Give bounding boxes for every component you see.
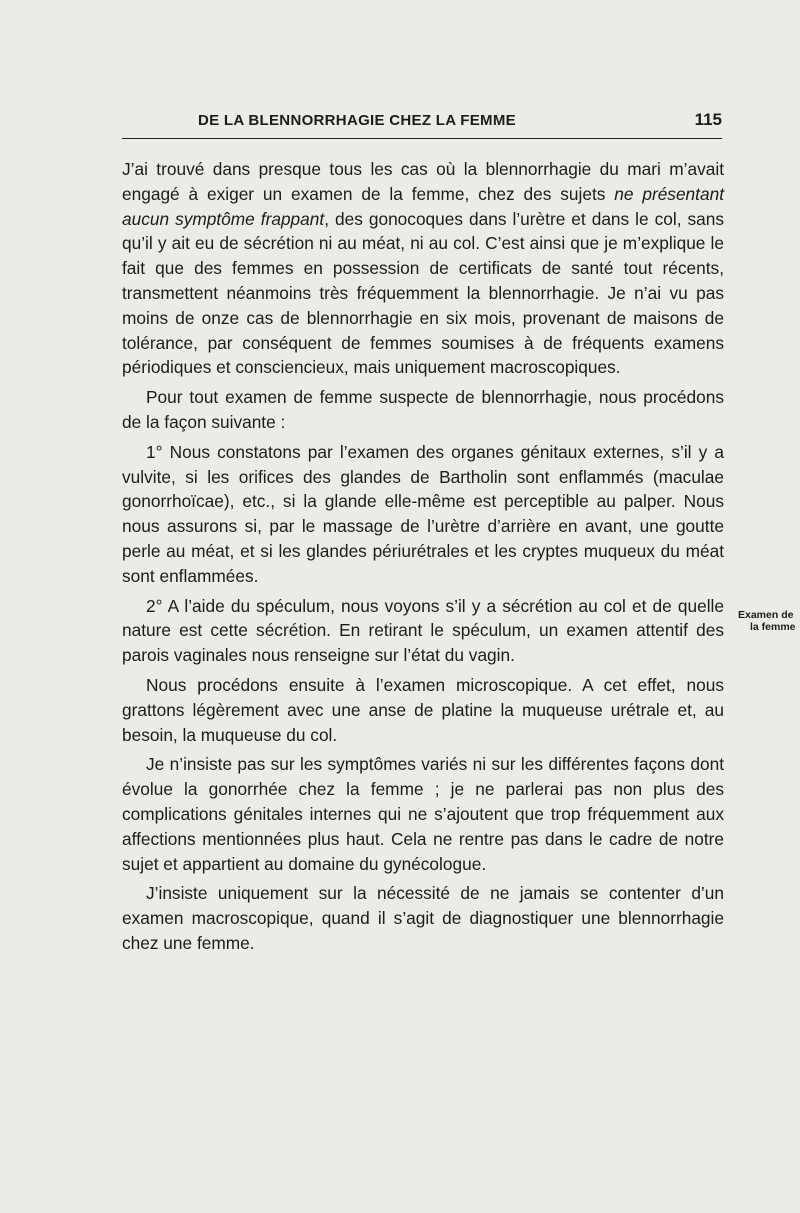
margin-note-line-2: la femme: [750, 621, 796, 633]
paragraph-7: J’insiste uniquement sur la nécessité de ne jamais se contenter d’un examen macroscopique, quand il s’agit de diagnostiquer une blennorrhagie chez une femme.: [122, 883, 724, 953]
running-title: DE LA BLENNORRHAGIE CHEZ LA FEMME: [198, 112, 516, 129]
page-number: 115: [694, 110, 722, 129]
paragraph-2: Pour tout examen de femme suspecte de blennorrhagie, nous procédons de la façon suivante :: [122, 387, 724, 432]
paragraph-6: Je n’insiste pas sur les symptômes variés ni sur les différentes façons dont évolue la gonorrhée chez la femme ; je ne parlerai pas non plus des complications génitales internes qui ne s’ajoutent que trop fréquemment aux affections mentionnées plus haut. Cela ne rentre pas dans le cadre de notre sujet et appartient au domaine du gynécologue.: [122, 754, 724, 874]
margin-note: [738, 609, 800, 633]
paragraph-1-end: , des gonocoques dans l’urètre et dans le col, sans qu’il y ait eu de sécrétion ni au méat, ni au col. C’est ainsi que je m’explique le fait que des femmes en possession de certificats de santé tout récents, transmettent néanmoins très fréquemment la blennorrhagie. Je n’ai vu pas moins de onze cas de blennorrhagie en six mois, provenant de maisons de tolérance, par conséquent de femmes soumises à de fréquents examens périodiques et consciencieux, mais uniquement macroscopiques.: [122, 208, 725, 378]
body-text: [122, 157, 724, 961]
paragraph-1-emphasis: ne présentant aucun symptôme frappant: [122, 183, 724, 229]
paragraph-5: Nous procédons ensuite à l’examen microscopique. A cet effet, nous grattons légèrement avec une anse de platine la muqueuse urétrale et, au besoin, la muqueuse du col.: [122, 674, 724, 745]
paragraph-1-start: J’ai trouvé dans presque tous les cas où la blennorrhagie du mari m’avait engagé à exiger un examen de la femme, chez des sujets: [122, 159, 724, 204]
paragraph-1: [122, 157, 724, 380]
header-rule: [122, 138, 722, 139]
running-head: [122, 108, 722, 132]
margin-note-line-1: Examen de: [738, 609, 794, 621]
paragraph-3: 1° Nous constatons par l’examen des organes génitaux externes, s’il y a vulvite, si les orifices des glandes de Bartholin sont enflammés (maculae gonorrhoïcae), etc., si la glande elle-même est perceptible au palper. Nous nous assurons si, par le massage de l’urètre d’arrière en avant, une goutte perle au méat, et si les glandes périurétrales et les cryptes muqueux du méat sont enflammées.: [122, 441, 724, 586]
paragraph-4: 2° A l’aide du spéculum, nous voyons s’il y a sécrétion au col et de quelle nature est cette sécrétion. En retirant le spéculum, un examen attentif des parois vaginales nous renseigne sur l’état du vagin.: [122, 595, 724, 666]
